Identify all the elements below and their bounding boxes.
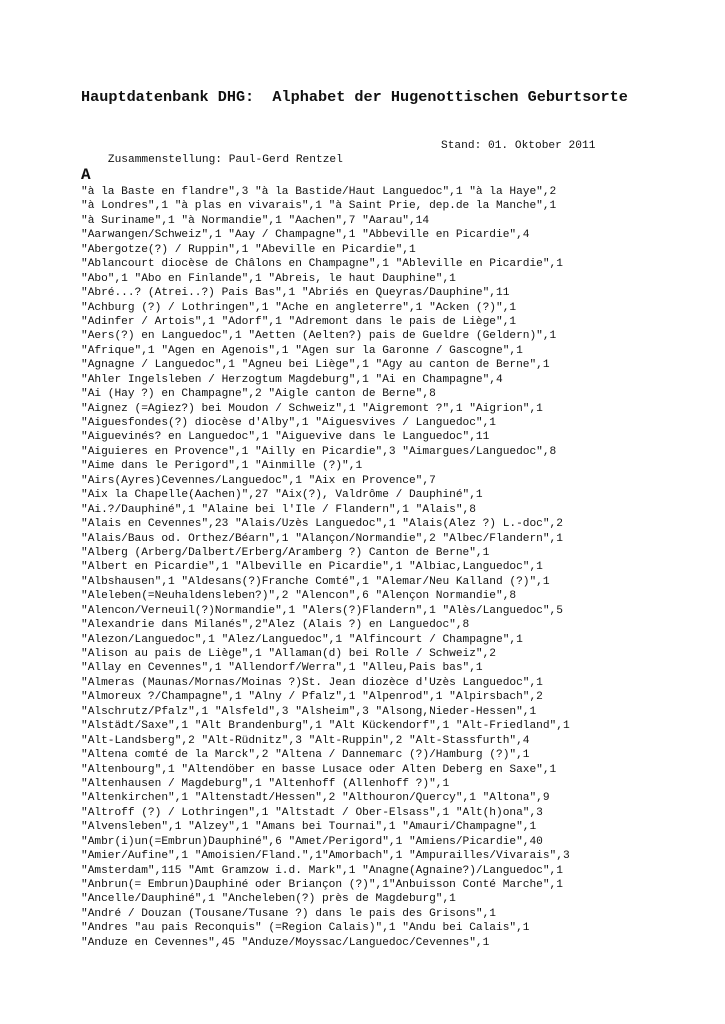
entry-line: "Afrique",1 "Agen en Agenois",1 "Agen sur la Garonne / Gascogne",1: [81, 344, 523, 357]
entry-line: "Achburg (?) / Lothringen",1 "Ache en angleterre",1 "Acken (?)",1: [81, 301, 517, 314]
entry-line: "Ancelle/Dauphiné",1 "Ancheleben(?) près de Magdeburg",1: [81, 893, 456, 906]
entry-line: "Almeras (Maunas/Mornas/Moinas ?)St. Jean diozèce d'Uzès Languedoc",1: [81, 676, 543, 689]
section-letter: A: [81, 166, 91, 184]
entry-line: "Aleleben(=Neuhaldensleben?)",2 "Alencon",6 "Alençon Normandie",8: [81, 590, 517, 603]
entry-line: "Abo",1 "Abo en Finlande",1 "Abreis, le haut Dauphine",1: [81, 272, 456, 285]
compiled-by: Zusammenstellung: Paul-Gerd Rentzel: [107, 154, 343, 166]
entry-line: "André / Douzan (Tousane/Tusane ?) dans le pais des Grisons",1: [81, 907, 497, 920]
entry-line: "Aiguieres en Provence",1 "Ailly en Picardie",3 "Aimargues/Languedoc",8: [81, 445, 557, 458]
entry-line: "à Londres",1 "à plas en vivarais",1 "à Saint Prie, dep.de la Manche",1: [81, 200, 557, 213]
entry-line: "Aiguevinés? en Languedoc",1 "Aiguevive dans le Languedoc",11: [81, 431, 490, 444]
entry-list: [81, 185, 651, 950]
entry-line: "Andres "au pais Reconquis" (=Region Calais)",1 "Andu bei Calais",1: [81, 922, 530, 935]
entry-line: "Alschrutz/Pfalz",1 "Alsfeld",3 "Alsheim",3 "Alsong,Nieder-Hessen",1: [81, 705, 537, 718]
entry-line: "Alstädt/Saxe",1 "Alt Brandenburg",1 "Alt Kückendorf",1 "Alt-Friedland",1: [81, 720, 570, 733]
entry-line: "à Suriname",1 "à Normandie",1 "Aachen",7 "Aarau",14: [81, 214, 430, 227]
entry-line: "Anduze en Cevennes",45 "Anduze/Moyssac/Languedoc/Cevennes",1: [81, 936, 490, 949]
entry-line: "Amsterdam",115 "Amt Gramzow i.d. Mark",1 "Anagne(Agnaine?)/Languedoc",1: [81, 864, 563, 877]
entry-line: "Anbrun(= Embrun)Dauphiné oder Briançon (?)",1"Anbuisson Conté Marche",1: [81, 879, 563, 891]
entry-line: "Altroff (?) / Lothringen",1 "Altstadt / Ober-Elsass",1 "Alt(h)ona",3: [81, 806, 543, 819]
entry-line: "Ablancourt diocèse de Châlons en Champagne",1 "Ableville en Picardie",1: [81, 258, 563, 271]
entry-line: "Albert en Picardie",1 "Albeville en Picardie",1 "Albiac,Languedoc",1: [81, 561, 543, 574]
entry-line: "Airs(Ayres)Cevennes/Languedoc",1 "Aix en Provence",7: [81, 474, 436, 487]
entry-line: "Alencon/Verneuil(?)Normandie",1 "Alers(?)Flandern",1 "Alès/Languedoc",5: [81, 604, 563, 617]
entry-line: "Adinfer / Artois",1 "Adorf",1 "Adremont dans le pais de Liège",1: [81, 315, 517, 328]
entry-line: "Altenhausen / Magdeburg",1 "Altenhoff (Allenhoff ?)",1: [81, 777, 450, 790]
entry-line: "Agnagne / Languedoc",1 "Agneu bei Liège",1 "Agy au canton de Berne",1: [81, 359, 550, 372]
entry-line: "Aarwangen/Schweiz",1 "Aay / Champagne",1 "Abbeville en Picardie",4: [81, 229, 530, 242]
entry-line: "Albshausen",1 "Aldesans(?)Franche Comté",1 "Alemar/Neu Kalland (?)",1: [81, 575, 550, 588]
entry-line: "Allay en Cevennes",1 "Allendorf/Werra",1 "Alleu,Pais bas",1: [81, 662, 483, 675]
entry-line: "Ambr(i)un(=Embrun)Dauphiné",6 "Amet/Perigord",1 "Amiens/Picardie",40: [81, 835, 543, 848]
entry-line: "Aignez (=Agiez?) bei Moudon / Schweiz",1 "Aigremont ?",1 "Aigrion",1: [81, 402, 543, 415]
entry-line: "Aers(?) en Languedoc",1 "Aetten (Aelten?) pais de Gueldre (Geldern)",1: [81, 330, 557, 343]
entry-line: "Alberg (Arberg/Dalbert/Erberg/Aramberg ?) Canton de Berne",1: [81, 546, 490, 559]
entry-line: "Ai (Hay ?) en Champagne",2 "Aigle canton de Berne",8: [81, 388, 436, 401]
entry-line: "Alt-Landsberg",2 "Alt-Rüdnitz",3 "Alt-Ruppin",2 "Alt-Stassfurth",4: [81, 734, 530, 747]
entry-line: "Ahler Ingelsleben / Herzogtum Magdeburg",1 "Ai en Champagne",4: [81, 373, 503, 386]
entry-line: "Alexandrie dans Milanés",2"Alez (Alais ?) en Languedoc",8: [81, 619, 470, 632]
entry-line: "Abré...? (Atrei..?) Pais Bas",1 "Abriés en Queyras/Dauphine",11: [81, 287, 510, 300]
entry-line: "Alais en Cevennes",23 "Alais/Uzès Languedoc",1 "Alais(Alez ?) L.-doc",2: [81, 518, 563, 531]
entry-line: "Alison au pais de Liège",1 "Allaman(d) bei Rolle / Schweiz",2: [81, 648, 497, 660]
date-stamp: Stand: 01. Oktober 2011: [441, 140, 596, 152]
entry-line: "Altena comté de la Marck",2 "Altena / Dannemarc (?)/Hamburg (?)",1: [81, 749, 530, 762]
entry-line: "Amier/Aufine",1 "Amoisien/Fland.",1"Amorbach",1 "Ampurailles/Vivarais",3: [81, 850, 570, 863]
entry-line: "Ai.?/Dauphiné",1 "Alaine bei l'Ile / Flandern",1 "Alais",8: [81, 503, 476, 516]
entry-line: "Altenkirchen",1 "Altenstadt/Hessen",2 "Althouron/Quercy",1 "Altona",9: [81, 792, 550, 805]
entry-line: "Aix la Chapelle(Aachen)",27 "Aix(?), Valdrôme / Dauphiné",1: [81, 489, 483, 502]
entry-line: "Alais/Baus od. Orthez/Béarn",1 "Alançon/Normandie",2 "Albec/Flandern",1: [81, 532, 563, 545]
entry-line: "Aime dans le Perigord",1 "Ainmille (?)",1: [81, 460, 363, 473]
entry-line: "Alezon/Languedoc",1 "Alez/Languedoc",1 "Alfincourt / Champagne",1: [81, 633, 523, 646]
entry-line: "Altenbourg",1 "Altendöber en basse Lusace oder Alten Deberg en Saxe",1: [81, 763, 557, 776]
entry-line: "Almoreux ?/Champagne",1 "Alny / Pfalz",1 "Alpenrod",1 "Alpirsbach",2: [81, 691, 543, 704]
entry-line: "Aiguesfondes(?) diocèse d'Alby",1 "Aiguesvives / Languedoc",1: [81, 417, 497, 429]
entry-line: "Abergotze(?) / Ruppin",1 "Abeville en Picardie",1: [81, 243, 416, 256]
page-title: Hauptdatenbank DHG: Alphabet der Hugenottischen Geburtsorte: [81, 88, 628, 106]
entry-line: "à la Baste en flandre",3 "à la Bastide/Haut Languedoc",1 "à la Haye",2: [81, 186, 557, 198]
entry-line: "Alvensleben",1 "Alzey",1 "Amans bei Tournai",1 "Amauri/Champagne",1: [81, 821, 537, 834]
